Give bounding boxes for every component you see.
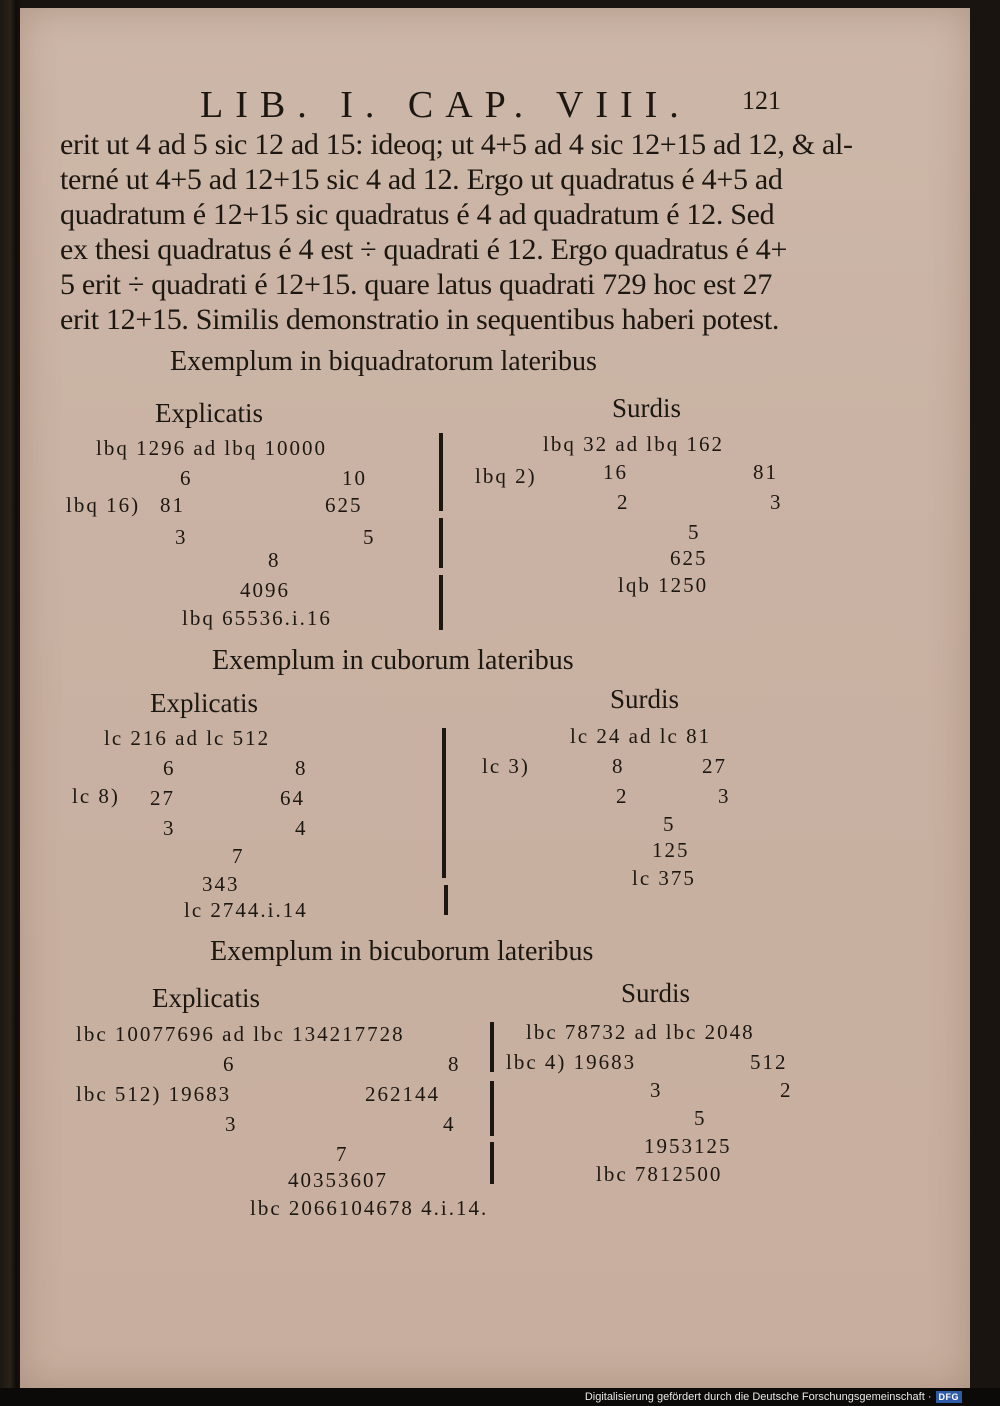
calc-line: 64 [280, 786, 305, 810]
column-divider [439, 518, 443, 568]
calc-line: 3 [225, 1112, 238, 1136]
calc-line: 6 [180, 466, 193, 490]
calc-line: 262144 [365, 1082, 440, 1106]
calc-line: lc 24 ad lc 81 [570, 724, 712, 748]
text-line: terné ut 4+5 ad 12+15 sic 4 ad 12. Ergo ut quadratus é 4+5 ad [60, 163, 783, 196]
calc-line: 8 [612, 754, 625, 778]
calc-line: lbq 2) [475, 464, 537, 488]
calc-line: 40353607 [288, 1168, 388, 1192]
calc-line: lc 8) [72, 784, 120, 808]
dfg-logo: DFG [936, 1391, 963, 1403]
section-heading: Exemplum in cuborum lateribus [212, 645, 574, 676]
calc-line: 4096 [240, 578, 290, 602]
column-divider [444, 885, 448, 915]
calc-line: 5 [663, 812, 676, 836]
section-heading: Exemplum in biquadratorum lateribus [170, 346, 597, 377]
column-divider [490, 1081, 494, 1136]
column-title-explicatis: Explicatis [152, 983, 260, 1013]
calc-line: 8 [448, 1052, 461, 1076]
column-divider [439, 575, 443, 630]
calc-line: 3 [770, 490, 783, 514]
credit-text: Digitalisierung gefördert durch die Deutsche Forschungsgemeinschaft · [584, 1391, 932, 1403]
page-number: 121 [742, 86, 781, 115]
running-head: LIB. I. CAP. VIII. [200, 84, 691, 126]
calc-line: 7 [232, 844, 245, 868]
calc-line: lc 375 [632, 866, 696, 890]
calc-line: 3 [163, 816, 176, 840]
calc-line: 7 [336, 1142, 349, 1166]
calc-line: 6 [163, 756, 176, 780]
calc-line: 8 [295, 756, 308, 780]
calc-line: lbq 16) [66, 493, 141, 517]
calc-line: 16 [603, 460, 628, 484]
column-title-surdis: Surdis [610, 684, 680, 714]
calc-line: lbq 32 ad lbq 162 [543, 432, 724, 456]
calc-line: lbc 10077696 ad lbc 134217728 [76, 1022, 405, 1046]
column-title-explicatis: Explicatis [150, 688, 258, 718]
calc-line: lqb 1250 [618, 573, 709, 597]
text-line: ex thesi quadratus é 4 est ÷ quadrati é 12. Ergo quadratus é 4+ [60, 233, 788, 266]
calc-line: lbc 4) 19683 [506, 1050, 637, 1074]
calc-line: lbq 65536.i.16 [182, 606, 332, 630]
calc-line: 2 [617, 490, 630, 514]
calc-line: lc 216 ad lc 512 [104, 726, 271, 750]
calc-line: lc 2744.i.14 [184, 898, 308, 922]
calc-line: 1953125 [644, 1134, 732, 1158]
calc-line: 27 [150, 786, 175, 810]
column-divider [490, 1022, 494, 1072]
calc-line: 6 [223, 1052, 236, 1076]
calc-line: 5 [363, 525, 376, 549]
calc-line: 625 [670, 546, 708, 570]
column-title-surdis: Surdis [612, 393, 682, 423]
text-line: erit 12+15. Similis demonstratio in sequentibus haberi potest. [60, 303, 780, 336]
calc-line: 625 [325, 493, 363, 517]
section-heading: Exemplum in bicuborum lateribus [210, 936, 594, 967]
column-divider [442, 728, 446, 878]
calc-line: 3 [650, 1078, 663, 1102]
calc-line: 125 [652, 838, 690, 862]
calc-line: 5 [694, 1106, 707, 1130]
calc-line: 343 [202, 872, 240, 896]
calc-line: 4 [443, 1112, 456, 1136]
calc-line: lbq 1296 ad lbq 10000 [96, 436, 327, 460]
calc-line: lbc 78732 ad lbc 2048 [526, 1020, 755, 1044]
calc-line: 2 [616, 784, 629, 808]
calc-line: 3 [718, 784, 731, 808]
calc-line: lbc 512) 19683 [76, 1082, 232, 1106]
calc-line: lbc 2066104678 4.i.14. [250, 1196, 489, 1220]
calc-line: 5 [688, 520, 701, 544]
column-title-explicatis: Explicatis [155, 398, 263, 428]
digitization-credit [585, 1390, 962, 1404]
calc-line: lbc 7812500 [596, 1162, 723, 1186]
calc-line: lc 3) [482, 754, 530, 778]
calc-line: 81 [753, 460, 778, 484]
text-line: 5 erit ÷ quadrati é 12+15. quare latus quadrati 729 hoc est 27 [60, 268, 773, 301]
calc-line: 10 [342, 466, 367, 490]
column-divider [490, 1142, 494, 1184]
calc-line: 81 [160, 493, 185, 517]
calc-line: 512 [750, 1050, 788, 1074]
calc-line: 8 [268, 548, 281, 572]
calc-line: 27 [702, 754, 727, 778]
column-title-surdis: Surdis [621, 978, 691, 1008]
calc-line: 2 [780, 1078, 793, 1102]
calc-line: 3 [175, 525, 188, 549]
book-page [20, 8, 970, 1388]
text-line: quadratum é 12+15 sic quadratus é 4 ad quadratum é 12. Sed [60, 198, 775, 231]
text-line: erit ut 4 ad 5 sic 12 ad 15: ideoq; ut 4+5 ad 4 sic 12+15 ad 12, & al- [60, 128, 853, 161]
calc-line: 4 [295, 816, 308, 840]
column-divider [439, 433, 443, 511]
